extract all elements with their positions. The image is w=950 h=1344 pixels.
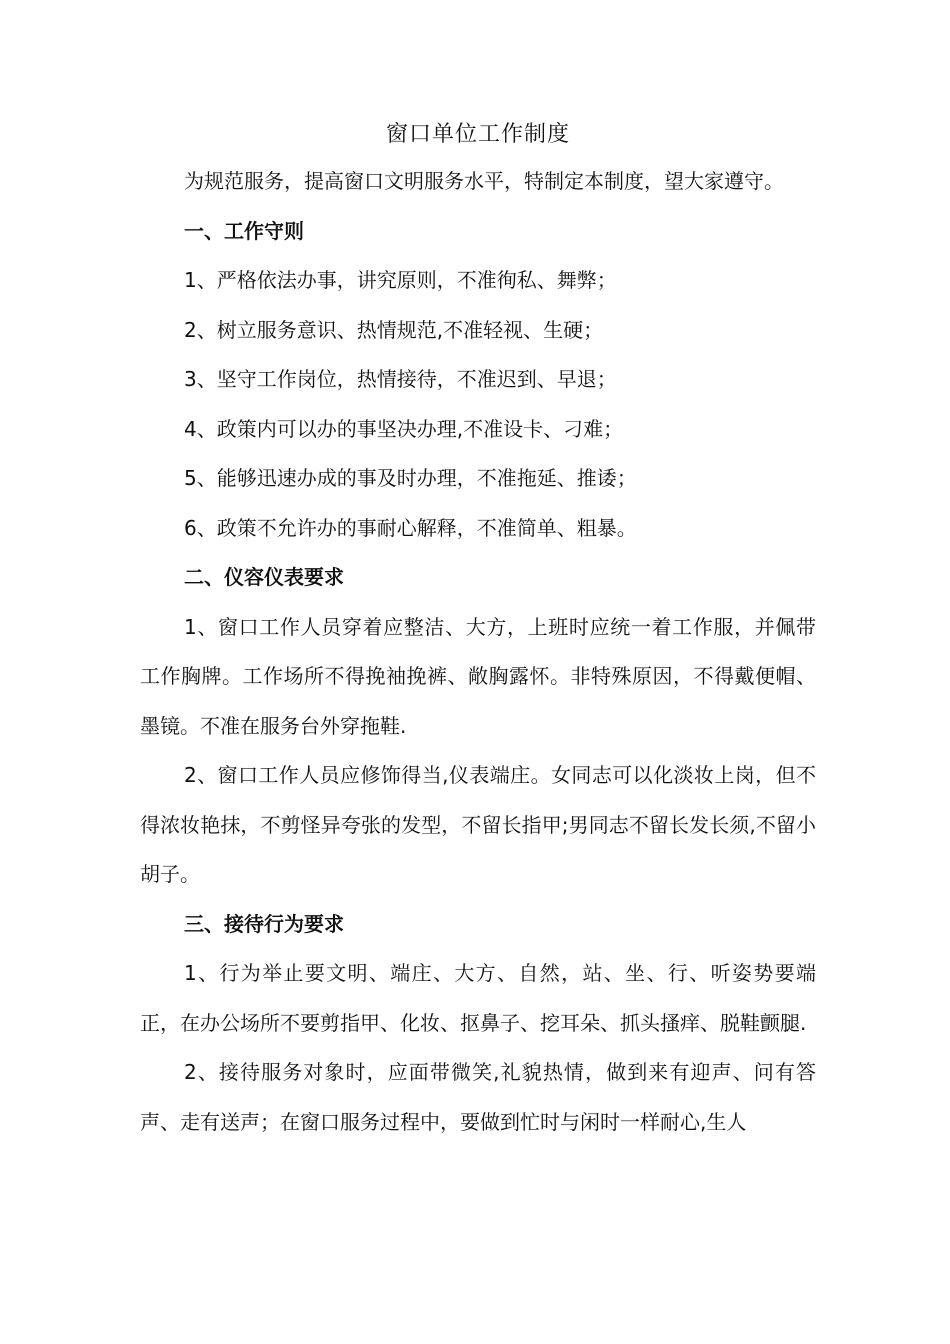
rule-item: 3、坚守工作岗位，热情接待，不准迟到、早退； [184,367,617,391]
section-heading: 二、仪容仪表要求 [184,565,344,589]
intro-paragraph: 为规范服务，提高窗口文明服务水平，特制定本制度，望大家遵守。 [184,169,784,193]
section-heading: 一、工作守则 [184,218,304,243]
rule-item: 6、政策不允许办的事耐心解释，不准简单、粗暴。 [184,515,637,540]
requirement-paragraph: 2、窗口工作人员应修饰得当,仪表端庄。女同志可以化淡妆上岗，但不得浓妆艳抹，不剪怪异夸张的发型，不留长指甲;男同志不留长发长须,不留小胡子。 [140,763,816,886]
requirement-paragraph: 1、行为举止要文明、端庄、大方、自然，站、坐、行、听姿势要端正，在办公场所不要剪指甲、化妆、抠鼻子、挖耳朵、抓头搔痒、脱鞋颤腿. [140,961,816,1035]
document-body [140,113,816,1147]
requirement-paragraph: 2、接待服务对象时，应面带微笑,礼貌热情，做到来有迎声、问有答声、走有送声；在窗口服务过程中，要做到忙时与闲时一样耐心,生人 [140,1060,816,1134]
rule-item: 2、树立服务意识、热情规范,不准轻视、生硬； [184,317,604,342]
rule-item: 5、能够迅速办成的事及时办理，不准拖延、推诿； [184,466,637,490]
rule-item: 4、政策内可以办的事坚决办理,不准设卡、刁难； [184,416,624,441]
section-heading: 三、接待行为要求 [184,911,344,936]
rule-item: 1、严格依法办事，讲究原则，不准徇私、舞弊； [184,268,617,292]
requirement-paragraph: 1、窗口工作人员穿着应整洁、大方，上班时应统一着工作服，并佩带工作胸牌。工作场所不得挽袖挽裤、敞胸露怀。非特殊原因，不得戴便帽、墨镜。不准在服务台外穿拖鞋. [140,614,816,738]
document-title: 窗口单位工作制度 [385,122,570,147]
